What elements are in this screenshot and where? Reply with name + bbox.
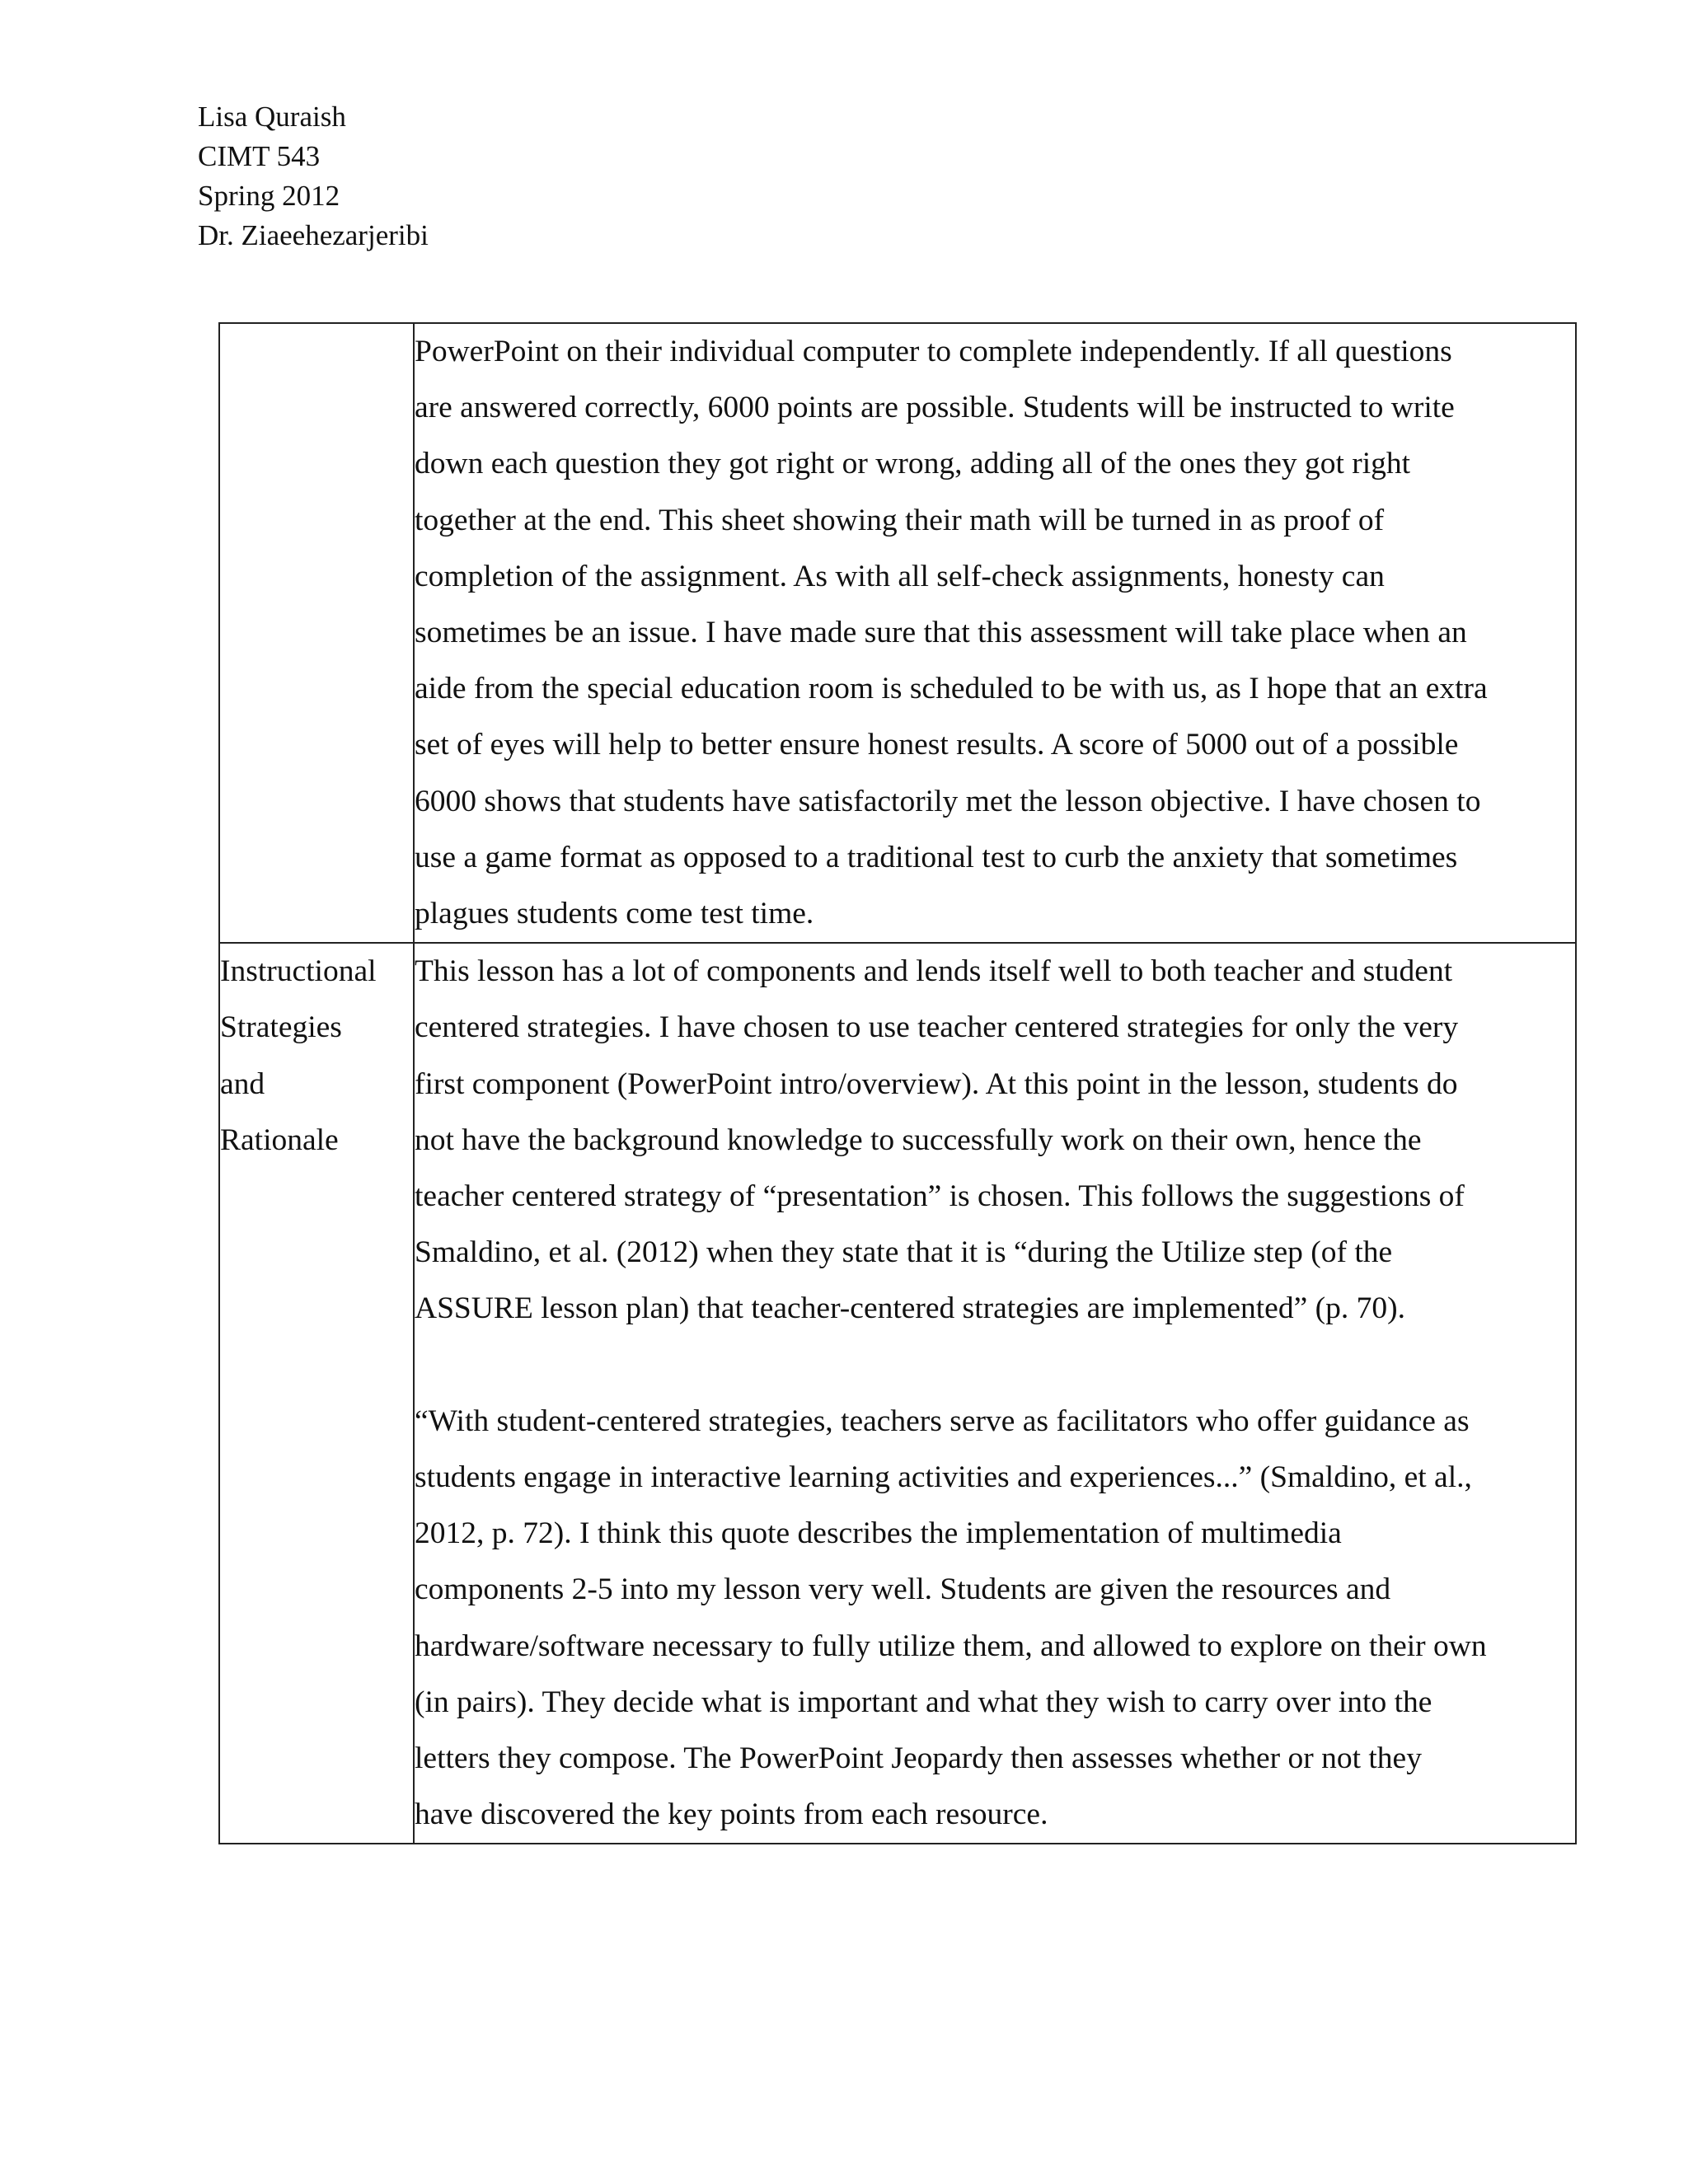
text-line: (in pairs). They decide what is important and what they wish to carry over into the	[415, 1685, 1432, 1719]
text-line: plagues students come test time.	[415, 897, 814, 931]
text-line: components 2-5 into my lesson very well. Students are given the resources and	[415, 1572, 1391, 1607]
label-line: and	[220, 1066, 265, 1101]
text-line: not have the background knowledge to successfully work on their own, hence the	[415, 1122, 1422, 1157]
term: Spring 2012	[198, 180, 340, 212]
text-line: “With student-centered strategies, teachers serve as facilitators who offer guidance as	[415, 1404, 1470, 1438]
label-line: Rationale	[220, 1122, 339, 1157]
text-line: ASSURE lesson plan) that teacher-centered strategies are implemented” (p. 70).	[415, 1291, 1405, 1326]
text-line: hardware/software necessary to fully utilize them, and allowed to explore on their own	[415, 1629, 1487, 1663]
table-row-instructional-strategies	[219, 943, 1576, 1844]
paragraph-student-centered	[415, 1394, 1575, 1844]
text-line: PowerPoint on their individual computer to complete independently. If all questions	[415, 335, 1452, 368]
text-line: students engage in interactive learning activities and experiences...” (Smaldino, et al.,	[415, 1460, 1472, 1495]
row-label-instructional-strategies	[219, 943, 414, 1844]
text-line: have discovered the key points from each resource.	[415, 1797, 1048, 1832]
text-line: centered strategies. I have chosen to use teacher centered strategies for only the very	[415, 1010, 1459, 1045]
text-line: first component (PowerPoint intro/overview). At this point in the lesson, students do	[415, 1066, 1458, 1101]
row-label-empty	[219, 323, 414, 943]
text-line: teacher centered strategy of “presentation” is chosen. This follows the suggestions of	[415, 1179, 1465, 1214]
label-line: Instructional	[220, 954, 377, 989]
document-header	[198, 97, 429, 255]
assessment-content	[414, 323, 1576, 943]
author-name: Lisa Quraish	[198, 101, 346, 133]
text-line: Smaldino, et al. (2012) when they state that it is “during the Utilize step (of the	[415, 1235, 1393, 1270]
text-line: set of eyes will help to better ensure honest results. A score of 5000 out of a possible	[415, 728, 1459, 762]
text-line: down each question they got right or wrong, adding all of the ones they got right	[415, 447, 1411, 481]
text-line: 6000 shows that students have satisfactorily met the lesson objective. I have chosen to	[415, 784, 1481, 818]
text-line: together at the end. This sheet showing their math will be turned in as proof of	[415, 503, 1385, 537]
text-line: are answered correctly, 6000 points are possible. Students will be instructed to write	[415, 391, 1455, 425]
lesson-plan-table	[218, 322, 1577, 1844]
text-line: 2012, p. 72). I think this quote describes the implementation of multimedia	[415, 1516, 1342, 1551]
text-line: aide from the special education room is scheduled to be with us, as I hope that an extra	[415, 672, 1488, 706]
course-code: CIMT 543	[198, 140, 321, 172]
label-line: Strategies	[220, 1010, 342, 1045]
paragraph-teacher-centered	[415, 944, 1575, 1337]
text-line: use a game format as opposed to a traditional test to curb the anxiety that sometimes	[415, 840, 1458, 874]
table-row-assessment-continued	[219, 323, 1576, 943]
text-line: This lesson has a lot of components and lends itself well to both teacher and student	[415, 954, 1453, 989]
text-line: completion of the assignment. As with all self-check assignments, honesty can	[415, 559, 1385, 593]
text-line: letters they compose. The PowerPoint Jeopardy then assesses whether or not they	[415, 1741, 1422, 1776]
instructor-name: Dr. Ziaeehezarjeribi	[198, 219, 429, 251]
instructional-strategies-content	[414, 943, 1576, 1844]
text-line: sometimes be an issue. I have made sure that this assessment will take place when an	[415, 616, 1467, 650]
paragraph-spacer	[415, 1338, 1575, 1394]
